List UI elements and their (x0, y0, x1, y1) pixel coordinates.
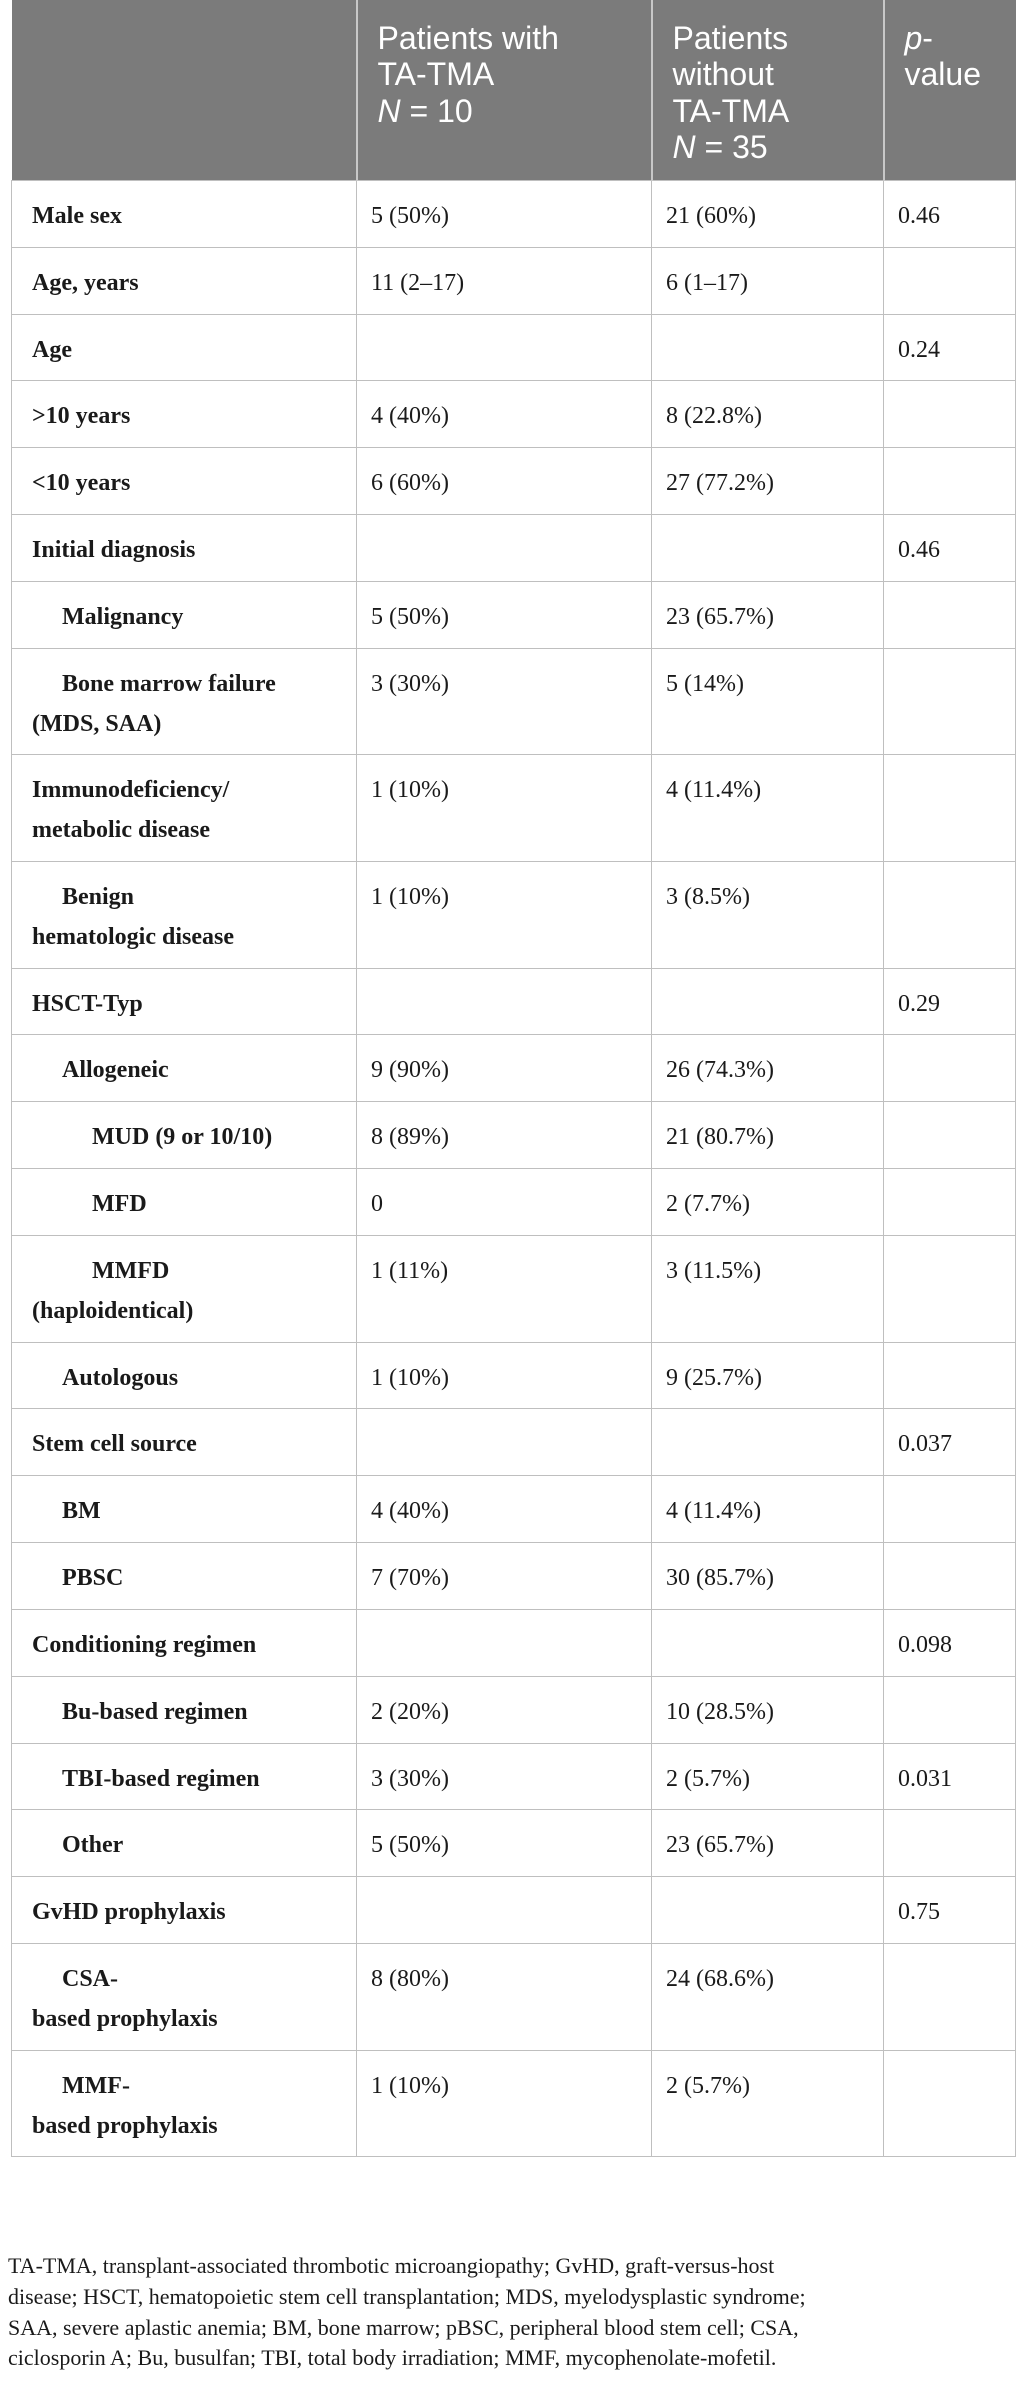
row-label-line: Age, years (32, 269, 139, 296)
table-row (12, 381, 1016, 448)
row-label-line: Other (62, 1832, 124, 1859)
header-line: TA-TMA (672, 92, 790, 129)
table-row (12, 648, 1016, 755)
cell-p-value: 0.75 (884, 1877, 1016, 1944)
header-line: p- (904, 20, 933, 56)
row-label-line: MMFD (92, 1257, 170, 1284)
row-label (12, 515, 357, 582)
cell-with-tatma: 9 (90%) (357, 1035, 652, 1102)
table-row (12, 180, 1016, 247)
table-row (12, 314, 1016, 381)
header-line: N = 35 (672, 129, 768, 166)
cell-p-value (884, 581, 1016, 648)
row-label-line: HSCT-Typ (32, 990, 143, 1017)
cell-p-value: 0.24 (884, 314, 1016, 381)
row-label-line: MFD (92, 1191, 147, 1218)
row-label (12, 2050, 357, 2157)
cell-with-tatma: 5 (50%) (357, 581, 652, 648)
table-row (12, 581, 1016, 648)
table-row (12, 1102, 1016, 1169)
cell-without-tatma: 2 (7.7%) (652, 1169, 884, 1236)
cell-without-tatma: 23 (65.7%) (652, 581, 884, 648)
table-footnote (8, 2251, 1018, 2374)
footnote-line: SAA, severe aplastic anemia; BM, bone marrow; pBSC, peripheral blood stem cell; CSA, (8, 2314, 799, 2340)
cell-without-tatma: 23 (65.7%) (652, 1810, 884, 1877)
row-label-line: (MDS, SAA) (32, 710, 162, 737)
cell-p-value: 0.46 (884, 515, 1016, 582)
table-body (12, 180, 1016, 2157)
header-with-tatma (357, 0, 652, 180)
row-label (12, 1169, 357, 1236)
row-label (12, 1877, 357, 1944)
cell-without-tatma: 2 (5.7%) (652, 2050, 884, 2157)
cell-p-value (884, 1102, 1016, 1169)
row-label (12, 968, 357, 1035)
table-row (12, 448, 1016, 515)
cell-without-tatma: 30 (85.7%) (652, 1543, 884, 1610)
row-label (12, 448, 357, 515)
table-row (12, 1035, 1016, 1102)
cell-without-tatma: 24 (68.6%) (652, 1944, 884, 2051)
row-label (12, 314, 357, 381)
cell-with-tatma (357, 1877, 652, 1944)
cell-p-value (884, 381, 1016, 448)
row-label-line: based prophylaxis (32, 2112, 218, 2139)
cell-without-tatma: 4 (11.4%) (652, 1476, 884, 1543)
footnote-line: disease; HSCT, hematopoietic stem cell transplantation; MDS, myelodysplastic syndrome; (8, 2283, 806, 2309)
row-label-line: Bu-based regimen (62, 1698, 248, 1725)
cell-with-tatma: 3 (30%) (357, 1743, 652, 1810)
header-line: value (904, 56, 981, 93)
cell-with-tatma: 2 (20%) (357, 1676, 652, 1743)
header-line: TA-TMA (377, 56, 495, 93)
cell-with-tatma: 1 (10%) (357, 861, 652, 968)
row-label (12, 247, 357, 314)
patient-characteristics-table (11, 0, 1016, 2157)
cell-without-tatma (652, 314, 884, 381)
cell-without-tatma (652, 515, 884, 582)
table-row (12, 1476, 1016, 1543)
cell-without-tatma: 4 (11.4%) (652, 755, 884, 862)
cell-with-tatma (357, 515, 652, 582)
cell-without-tatma (652, 1877, 884, 1944)
row-label-line: <10 years (32, 470, 131, 497)
cell-p-value: 0.29 (884, 968, 1016, 1035)
footnote-line: TA-TMA, transplant-associated thrombotic microangiopathy; GvHD, graft-versus-host (8, 2253, 775, 2278)
row-label-line: BM (62, 1498, 101, 1525)
row-label (12, 755, 357, 862)
row-label (12, 1035, 357, 1102)
cell-without-tatma: 21 (80.7%) (652, 1102, 884, 1169)
row-label (12, 1743, 357, 1810)
cell-p-value (884, 755, 1016, 862)
row-label-line: Male sex (32, 202, 122, 229)
cell-p-value (884, 1035, 1016, 1102)
cell-without-tatma: 2 (5.7%) (652, 1743, 884, 1810)
cell-with-tatma: 0 (357, 1169, 652, 1236)
row-label (12, 180, 357, 247)
cell-with-tatma (357, 968, 652, 1035)
row-label-line: metabolic disease (32, 817, 210, 844)
row-label-line: Benign (62, 883, 135, 910)
header-p-value (884, 0, 1016, 180)
table-row (12, 1810, 1016, 1877)
table-row (12, 1609, 1016, 1676)
row-label-line: Conditioning regimen (32, 1631, 257, 1658)
cell-p-value (884, 1476, 1016, 1543)
row-label (12, 581, 357, 648)
cell-with-tatma: 4 (40%) (357, 1476, 652, 1543)
cell-p-value (884, 648, 1016, 755)
cell-without-tatma (652, 1409, 884, 1476)
row-label (12, 1609, 357, 1676)
row-label-line: GvHD prophylaxis (32, 1899, 226, 1926)
cell-with-tatma: 7 (70%) (357, 1543, 652, 1610)
row-label (12, 1342, 357, 1409)
cell-without-tatma: 5 (14%) (652, 648, 884, 755)
header-characteristic (12, 0, 357, 180)
cell-with-tatma: 3 (30%) (357, 648, 652, 755)
table-row (12, 247, 1016, 314)
table-row (12, 861, 1016, 968)
cell-p-value (884, 1235, 1016, 1342)
cell-p-value: 0.098 (884, 1609, 1016, 1676)
footnote-line: ciclosporin A; Bu, busulfan; TBI, total body irradiation; MMF, mycophenolate-mofetil. (8, 2345, 777, 2371)
cell-with-tatma (357, 1409, 652, 1476)
cell-without-tatma: 3 (8.5%) (652, 861, 884, 968)
cell-p-value (884, 1342, 1016, 1409)
table-row (12, 1944, 1016, 2051)
header-line: without (672, 56, 774, 93)
table-row (12, 755, 1016, 862)
row-label-line: Immunodeficiency/ (32, 777, 230, 804)
cell-with-tatma: 8 (89%) (357, 1102, 652, 1169)
cell-p-value (884, 2050, 1016, 2157)
row-label-line: Age (32, 336, 72, 363)
table-row (12, 1235, 1016, 1342)
table-row (12, 1409, 1016, 1476)
cell-with-tatma: 4 (40%) (357, 381, 652, 448)
row-label-line: Allogeneic (62, 1057, 169, 1084)
cell-without-tatma: 10 (28.5%) (652, 1676, 884, 1743)
table-row (12, 968, 1016, 1035)
row-label (12, 1409, 357, 1476)
row-label (12, 381, 357, 448)
row-label (12, 1476, 357, 1543)
cell-with-tatma (357, 1609, 652, 1676)
row-label (12, 1235, 357, 1342)
table-row (12, 1877, 1016, 1944)
cell-without-tatma: 21 (60%) (652, 180, 884, 247)
row-label (12, 1676, 357, 1743)
cell-p-value: 0.46 (884, 180, 1016, 247)
cell-with-tatma: 8 (80%) (357, 1944, 652, 2051)
row-label-line: based prophylaxis (32, 2005, 218, 2032)
table-row (12, 1169, 1016, 1236)
cell-without-tatma (652, 1609, 884, 1676)
row-label-line: Stem cell source (32, 1431, 197, 1458)
row-label-line: (haploidentical) (32, 1297, 194, 1324)
row-label (12, 1102, 357, 1169)
cell-p-value (884, 1543, 1016, 1610)
table-row (12, 1743, 1016, 1810)
cell-with-tatma: 5 (50%) (357, 1810, 652, 1877)
table-row (12, 2050, 1016, 2157)
cell-with-tatma: 11 (2–17) (357, 247, 652, 314)
cell-p-value (884, 1676, 1016, 1743)
header-line: N = 10 (377, 92, 473, 129)
row-label-line: >10 years (32, 403, 131, 430)
row-label (12, 1810, 357, 1877)
table-row (12, 1342, 1016, 1409)
table-row (12, 1543, 1016, 1610)
row-label-line: PBSC (62, 1565, 124, 1592)
cell-p-value (884, 1810, 1016, 1877)
row-label (12, 648, 357, 755)
cell-with-tatma (357, 314, 652, 381)
row-label (12, 1543, 357, 1610)
header-without-tatma (652, 0, 884, 180)
row-label (12, 1944, 357, 2051)
cell-p-value: 0.037 (884, 1409, 1016, 1476)
row-label-line: Bone marrow failure (62, 670, 276, 697)
cell-without-tatma: 3 (11.5%) (652, 1235, 884, 1342)
cell-with-tatma: 6 (60%) (357, 448, 652, 515)
cell-with-tatma: 1 (10%) (357, 2050, 652, 2157)
cell-with-tatma: 5 (50%) (357, 180, 652, 247)
cell-without-tatma: 26 (74.3%) (652, 1035, 884, 1102)
table-header-row (12, 0, 1016, 180)
cell-with-tatma: 1 (10%) (357, 1342, 652, 1409)
cell-with-tatma: 1 (10%) (357, 755, 652, 862)
row-label-line: TBI-based regimen (62, 1765, 260, 1792)
row-label-line: hematologic disease (32, 923, 234, 950)
table-row (12, 1676, 1016, 1743)
cell-without-tatma: 6 (1–17) (652, 247, 884, 314)
cell-p-value (884, 448, 1016, 515)
header-line: Patients with (377, 20, 559, 56)
cell-p-value (884, 1944, 1016, 2051)
cell-without-tatma (652, 968, 884, 1035)
header-line: Patients (672, 20, 789, 56)
cell-with-tatma: 1 (11%) (357, 1235, 652, 1342)
cell-p-value (884, 247, 1016, 314)
table-row (12, 515, 1016, 582)
row-label-line: MMF- (62, 2072, 130, 2099)
row-label-line: Initial diagnosis (32, 537, 196, 564)
row-label-line: CSA- (62, 1966, 119, 1993)
cell-p-value: 0.031 (884, 1743, 1016, 1810)
row-label-line: MUD (9 or 10/10) (92, 1124, 273, 1151)
row-label (12, 861, 357, 968)
cell-without-tatma: 8 (22.8%) (652, 381, 884, 448)
cell-p-value (884, 861, 1016, 968)
row-label-line: Autologous (62, 1364, 179, 1391)
cell-without-tatma: 27 (77.2%) (652, 448, 884, 515)
cell-without-tatma: 9 (25.7%) (652, 1342, 884, 1409)
row-label-line: Malignancy (62, 603, 184, 630)
cell-p-value (884, 1169, 1016, 1236)
